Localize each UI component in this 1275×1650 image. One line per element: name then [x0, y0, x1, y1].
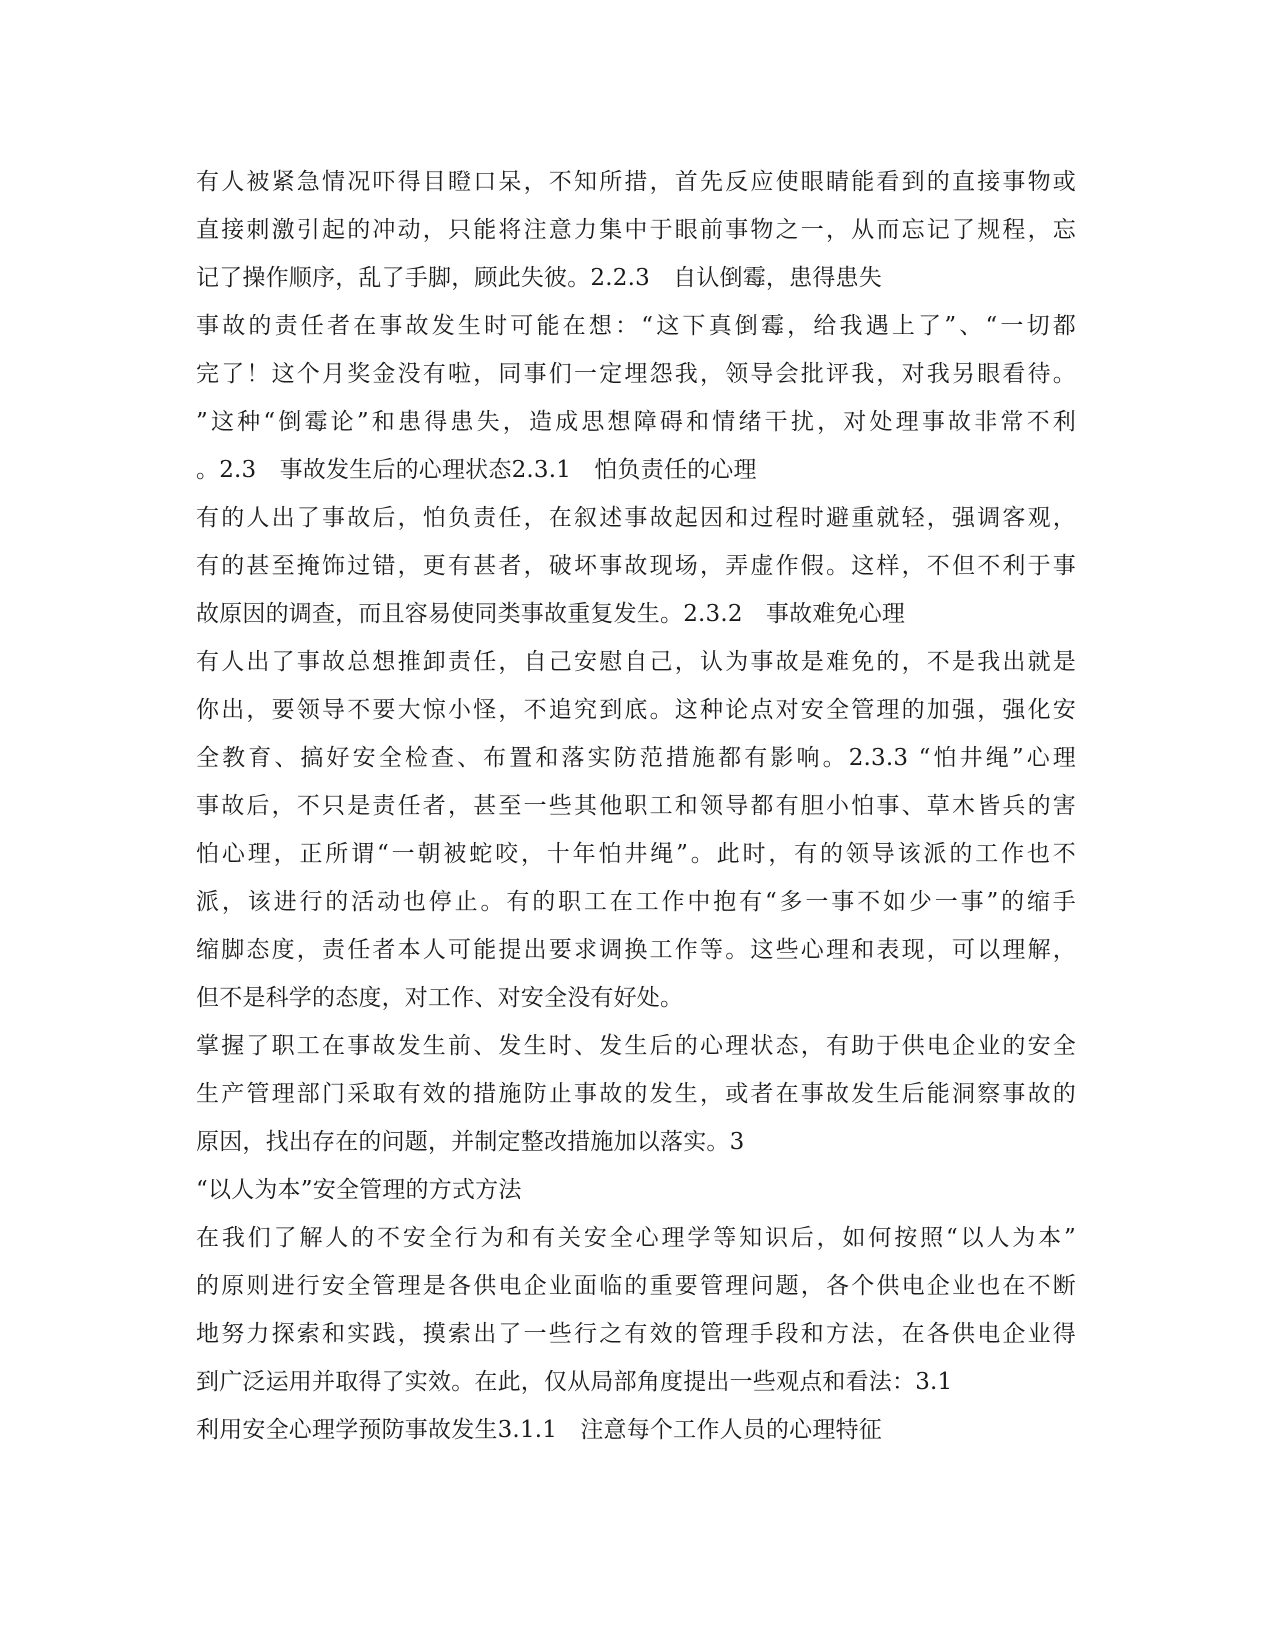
text-line: 缩脚态度，责任者本人可能提出要求调换工作等。这些心理和表现，可以理解， — [196, 937, 1076, 963]
text-line: 派，该进行的活动也停止。有的职工在工作中抱有“多一事不如少一事”的缩手 — [196, 889, 1076, 915]
text-line: 你出，要领导不要大惊小怪，不追究到底。这种论点对安全管理的加强，强化安 — [196, 697, 1076, 723]
text-line: 直接刺激引起的冲动，只能将注意力集中于眼前事物之一，从而忘记了规程，忘 — [196, 217, 1076, 243]
text-line: 有的甚至掩饰过错，更有甚者，破坏事故现场，弄虚作假。这样，不但不利于事 — [196, 553, 1076, 579]
text-line: 到广泛运用并取得了实效。在此，仅从局部角度提出一些观点和看法：3.1 — [196, 1369, 953, 1395]
text-line: 。2.3 事故发生后的心理状态2.3.1 怕负责任的心理 — [196, 457, 757, 483]
text-line: “以人为本”安全管理的方式方法 — [196, 1177, 522, 1203]
text-line: 利用安全心理学预防事故发生3.1.1 注意每个工作人员的心理特征 — [196, 1417, 882, 1443]
text-line: 完了！这个月奖金没有啦，同事们一定埋怨我，领导会批评我，对我另眼看待。 — [196, 361, 1076, 387]
text-line: 全教育、搞好安全检查、布置和落实防范措施都有影响。2.3.3 “怕井绳”心理 — [196, 745, 1076, 771]
document-body — [196, 158, 1076, 1454]
text-line: 掌握了职工在事故发生前、发生时、发生后的心理状态，有助于供电企业的安全 — [196, 1033, 1076, 1059]
text-line: 生产管理部门采取有效的措施防止事故的发生，或者在事故发生后能洞察事故的 — [196, 1081, 1076, 1107]
text-line: 记了操作顺序，乱了手脚，顾此失彼。2.2.3 自认倒霉，患得患失 — [196, 265, 882, 291]
text-line: ”这种“倒霉论”和患得患失，造成思想障碍和情绪干扰，对处理事故非常不利 — [196, 409, 1076, 435]
text-line: 事故的责任者在事故发生时可能在想：“这下真倒霉，给我遇上了”、“一切都 — [196, 313, 1076, 339]
text-line: 的原则进行安全管理是各供电企业面临的重要管理问题，各个供电企业也在不断 — [196, 1273, 1076, 1299]
text-line: 故原因的调查，而且容易使同类事故重复发生。2.3.2 事故难免心理 — [196, 601, 906, 627]
text-line: 有人被紧急情况吓得目瞪口呆，不知所措，首先反应使眼睛能看到的直接事物或 — [196, 169, 1076, 195]
text-line: 有人出了事故总想推卸责任，自己安慰自己，认为事故是难免的，不是我出就是 — [196, 649, 1076, 675]
text-line: 有的人出了事故后，怕负责任，在叙述事故起因和过程时避重就轻，强调客观， — [196, 505, 1076, 531]
text-line: 在我们了解人的不安全行为和有关安全心理学等知识后，如何按照“以人为本” — [196, 1225, 1076, 1251]
text-line: 事故后，不只是责任者，甚至一些其他职工和领导都有胆小怕事、草木皆兵的害 — [196, 793, 1076, 819]
text-line: 原因，找出存在的问题，并制定整改措施加以落实。3 — [196, 1129, 745, 1155]
text-line: 怕心理，正所谓“一朝被蛇咬，十年怕井绳”。此时，有的领导该派的工作也不 — [196, 841, 1076, 867]
text-line: 地努力探索和实践，摸索出了一些行之有效的管理手段和方法，在各供电企业得 — [196, 1321, 1076, 1347]
text-line: 但不是科学的态度，对工作、对安全没有好处。 — [196, 985, 684, 1011]
